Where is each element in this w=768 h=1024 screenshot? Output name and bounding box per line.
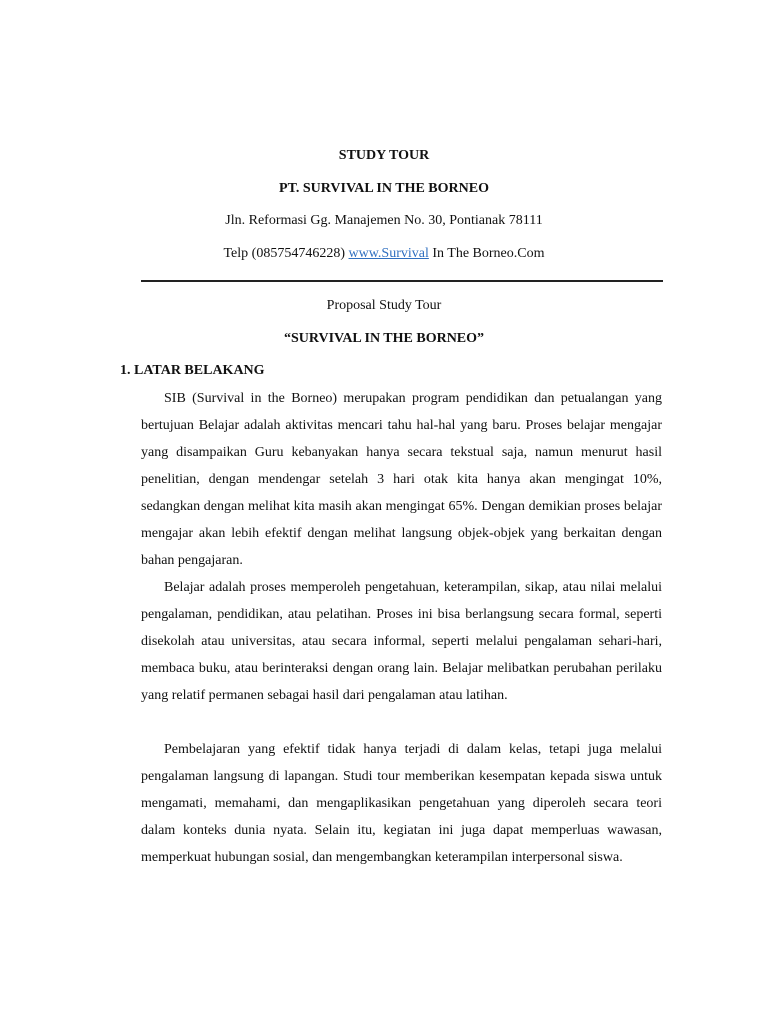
doc-title: STUDY TOUR xyxy=(338,148,430,163)
website-link[interactable]: www.Survival xyxy=(348,246,429,261)
header-divider xyxy=(141,280,663,282)
company-address: Jln. Reformasi Gg. Manajemen No. 30, Pontianak 78111 xyxy=(225,213,543,228)
phone-text: Telp (085754746228) xyxy=(223,246,349,261)
website-suffix: In The Borneo.Com xyxy=(428,246,545,261)
paragraph-2: Belajar adalah proses memperoleh pengetahuan, keterampilan, sikap, atau nilai melalui pengalaman, pendidikan, atau pelatihan. Proses ini bisa berlangsung secara formal, seperti disekolah atau universitas, atau secara informal, seperti melalui pengalaman sehari-hari, membaca buku, atau berinteraksi dengan orang lain. Belajar melibatkan perubahan perilaku yang relatif permanen sebagai hasil dari pengalaman atau latihan. xyxy=(141,580,662,703)
contact-line xyxy=(0,245,768,263)
paragraph-3: Pembelajaran yang efektif tidak hanya terjadi di dalam kelas, tetapi juga melalui pengalaman langsung di lapangan. Studi tour memberikan kesempatan kepada siswa untuk mengamati, memahami, dan mengaplikasikan pengetahuan yang diperoleh secara teori dalam konteks dunia nyata. Selain itu, kegiatan ini juga dapat memperluas wawasan, memperkuat hubungan sosial, dan mengembangkan keterampilan interpersonal siswa. xyxy=(141,742,662,865)
proposal-name: “SURVIVAL IN THE BORNEO” xyxy=(283,331,485,346)
company-name: PT. SURVIVAL IN THE BORNEO xyxy=(279,181,489,196)
proposal-label: Proposal Study Tour xyxy=(326,298,442,313)
section-heading: 1. LATAR BELAKANG xyxy=(120,363,265,378)
paragraph-1: SIB (Survival in the Borneo) merupakan program pendidikan dan petualangan yang bertujuan Belajar adalah aktivitas mencari tahu hal-hal yang baru. Proses belajar mengajar yang disampaikan Guru kebanyakan hanya secara tekstual saja, namun menurut hasil penelitian, dengan mendengar setelah 3 hari otak kita hanya akan mengingat 10%, sedangkan dengan melihat kita masih akan mengingat 65%. Dengan demikian proses belajar mengajar akan lebih efektif dengan melihat langsung objek-objek yang berkaitan dengan bahan pengajaran. xyxy=(141,391,662,568)
